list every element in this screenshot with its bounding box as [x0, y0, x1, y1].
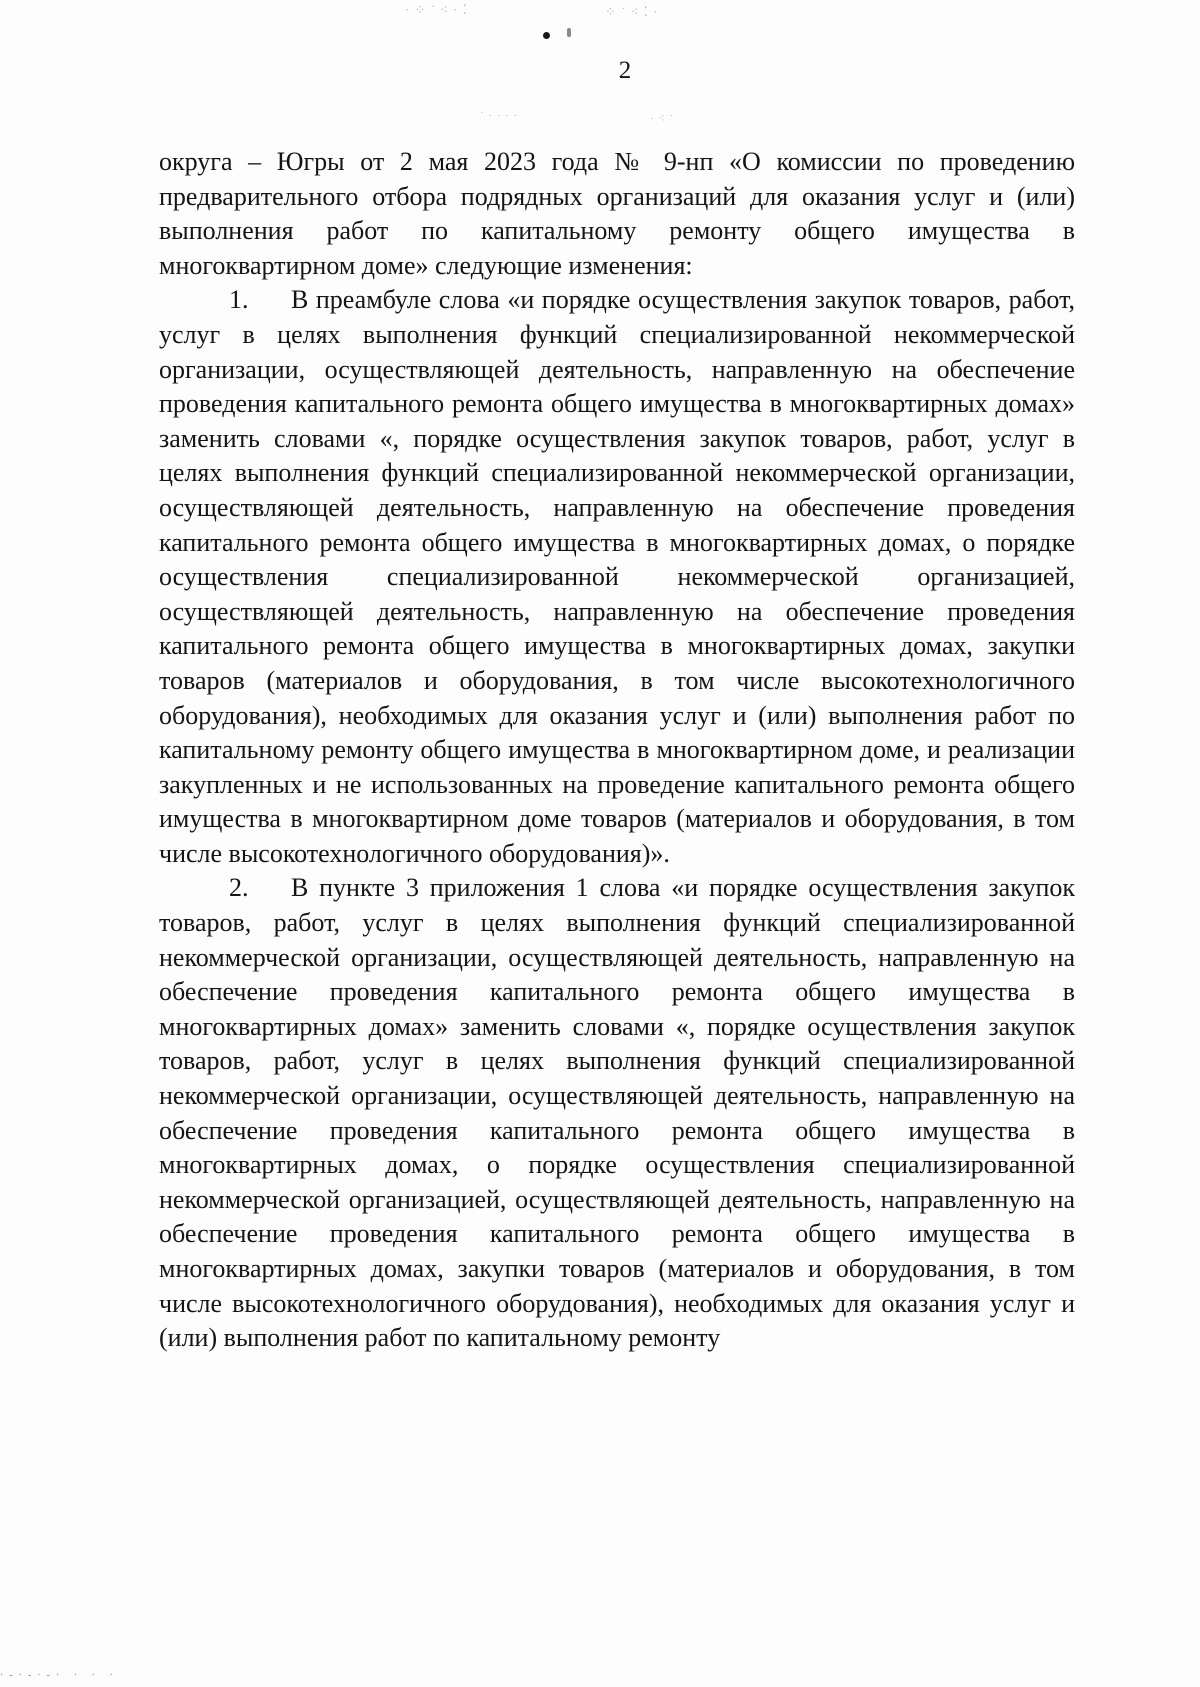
item-number: 2. — [229, 873, 249, 903]
item-text: В преамбуле слова «и порядке осуществления закупок товаров, работ, услуг в целях выполнения функций специализированной некоммерческой организации, осуществляющей деятельность, направленную на обеспечение проведения капитального ремонта общего имущества в многоквартирных домах» заменить словами «, порядке осуществления закупок товаров, работ, услуг в целях выполнения функций специализированной некоммерческой организации, осуществляющей деятельность, направленную на обеспечение проведения капитального ремонта общего имущества в многоквартирных домах, о порядке осуществления специализированной некоммерческой организацией, осуществляющей деятельность, направленную на обеспечение проведения капитального ремонта общего имущества в многоквартирных домах, закупки товаров (материалов и оборудования, в том числе высокотехнологичного оборудования), необходимых для оказания услуг и (или) выполнения работ по капитальному ремонту общего имущества в многоквартирном доме, и реализации закупленных и не использованных на проведение капитального ремонта общего имущества в многоквартирном доме товаров (материалов и оборудования, в том числе высокотехнологичного оборудования)». — [159, 285, 1075, 868]
item-number: 1. — [229, 285, 249, 315]
scan-artifact: ˙ · · · · — [480, 110, 519, 122]
list-item — [159, 283, 1075, 871]
scan-artifact: · ⁖ ˙ — [650, 113, 675, 125]
document-body — [159, 145, 1075, 1356]
intro-paragraph: округа – Югры от 2 мая 2023 года № 9-нп «О комиссии по проведению предварительного отбора подрядных организаций для оказания услуг и (или) выполнения работ по капитальному ремонту общего имущества в многоквартирном доме» следующие изменения: — [159, 147, 1075, 280]
page-number: 2 — [618, 57, 632, 84]
scan-artifact: ·-·-·-· · · · — [0, 1670, 119, 1681]
scan-dot — [543, 32, 550, 39]
scan-artifact: · ⁘ ˙ ⁖ · ⁚ — [405, 2, 468, 17]
scan-artifact: ⁘ ˙ ⁖ ⁚ · — [605, 4, 659, 19]
item-text: В пункте 3 приложения 1 слова «и порядке осуществления закупок товаров, работ, услуг в целях выполнения функций специализированной некоммерческой организации, осуществляющей деятельность, направленную на обеспечение проведения капитального ремонта общего имущества в многоквартирных домах» заменить словами «, порядке осуществления закупок товаров, работ, услуг в целях выполнения функций специализированной некоммерческой организации, осуществляющей деятельность, направленную на обеспечение проведения капитального ремонта общего имущества в многоквартирных домах, о порядке осуществления специализированной некоммерческой организацией, осуществляющей деятельность, направленную на обеспечение проведения капитального ремонта общего имущества в многоквартирных домах, закупки товаров (материалов и оборудования, в том числе высокотехнологичного оборудования), необходимых для оказания услуг и (или) выполнения работ по капитальному ремонту — [159, 873, 1075, 1353]
scan-dot — [567, 28, 571, 37]
list-item — [159, 871, 1075, 1355]
